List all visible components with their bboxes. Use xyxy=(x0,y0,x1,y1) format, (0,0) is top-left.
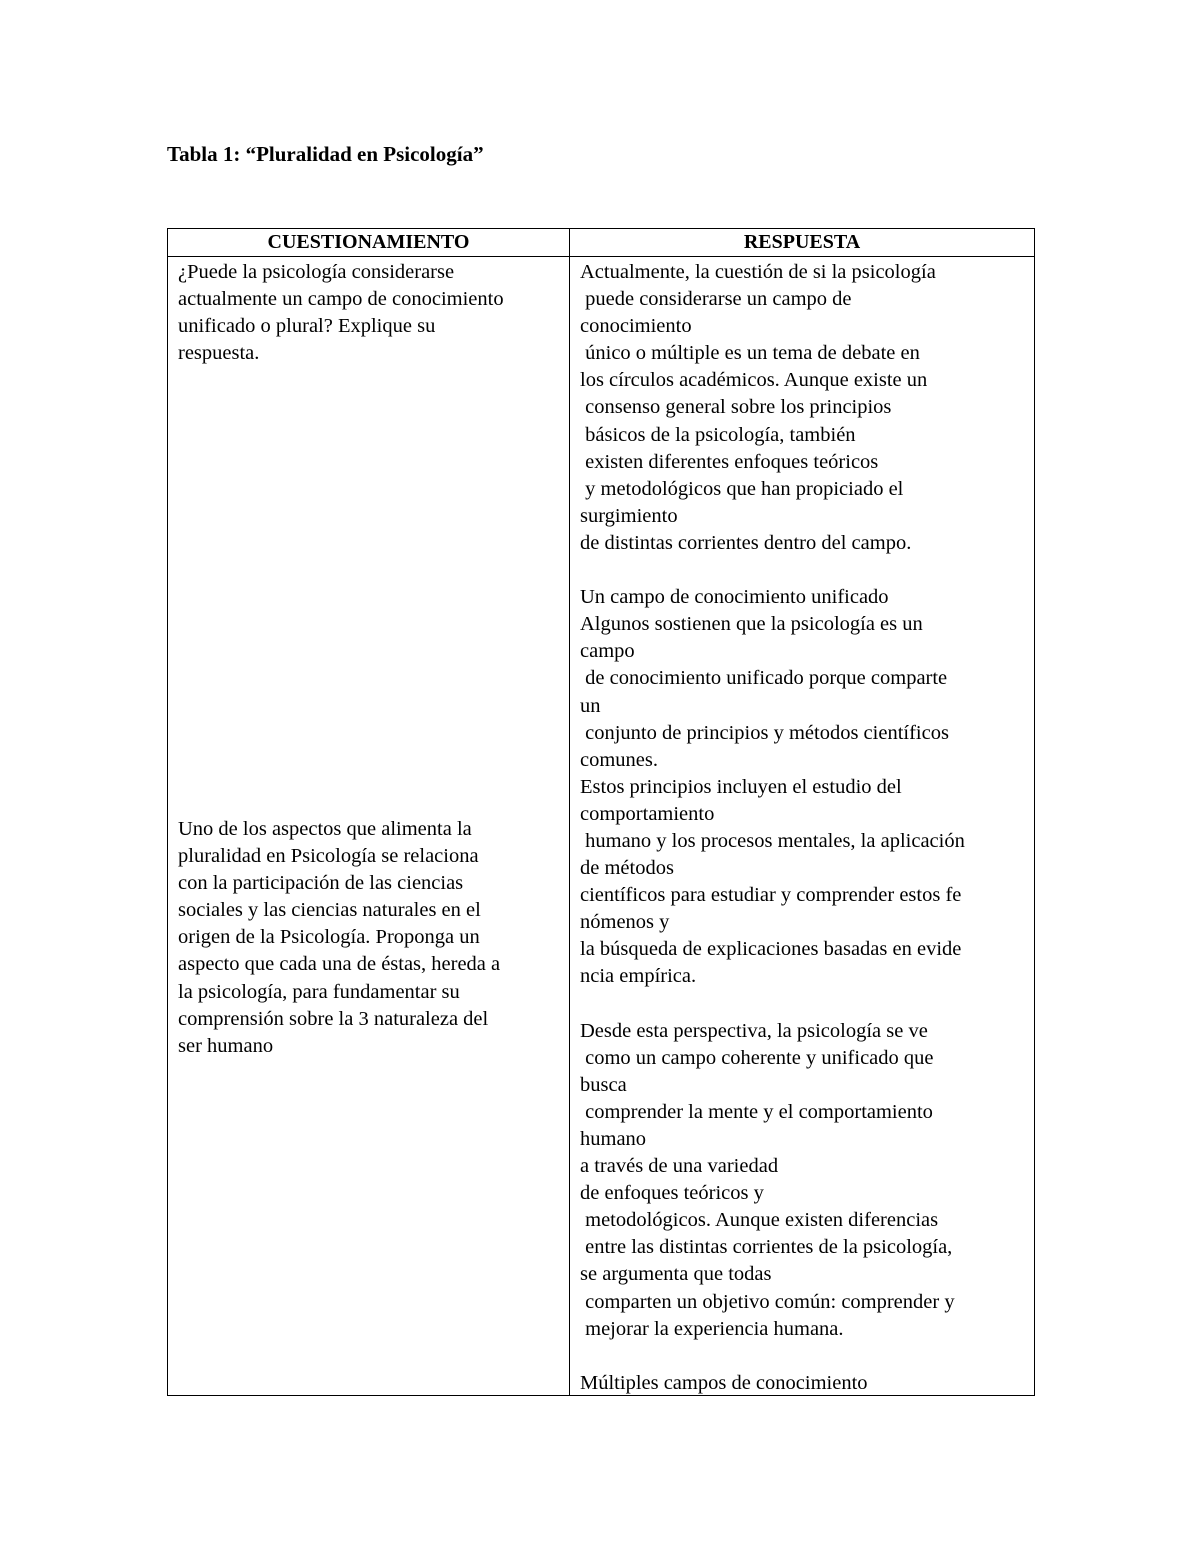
text-line: Estos principios incluyen el estudio del xyxy=(580,775,902,798)
text-line: humano y los procesos mentales, la aplicación xyxy=(580,829,965,852)
text-line: a través de una variedad xyxy=(580,1155,779,1178)
text-line: ser humano xyxy=(178,1034,274,1057)
text-line: único o múltiple es un tema de debate en xyxy=(580,342,920,365)
text-line: origen de la Psicología. Proponga un xyxy=(178,926,480,949)
text-line: como un campo coherente y unificado que xyxy=(580,1046,934,1069)
text-line: comportamiento xyxy=(580,802,715,825)
text-line: Desde esta perspectiva, la psicología se ve xyxy=(580,1019,928,1042)
text-line: de métodos xyxy=(580,857,674,880)
text-line: con la participación de las ciencias xyxy=(178,872,464,895)
text-line: sociales y las ciencias naturales en el xyxy=(178,899,481,922)
text-line: Uno de los aspectos que alimenta la xyxy=(178,818,472,840)
questions-cell xyxy=(168,257,570,1396)
text-line: campo xyxy=(580,640,635,663)
text-line: ¿Puede la psicología considerarse xyxy=(178,261,455,283)
text-line: Algunos sostienen que la psicología es un xyxy=(580,613,923,636)
document-title: Tabla 1: “Pluralidad en Psicología” xyxy=(167,142,484,166)
text-line: busca xyxy=(580,1073,627,1096)
text-line xyxy=(580,1343,1034,1370)
text-line: Múltiples campos de conocimiento xyxy=(580,1371,868,1394)
text-line: nómenos y xyxy=(580,911,670,934)
text-line: existen diferentes enfoques teóricos xyxy=(580,450,879,473)
text-line: básicos de la psicología, también xyxy=(580,423,856,446)
text-line: unificado o plural? Explique su xyxy=(178,315,436,338)
text-line: se argumenta que todas xyxy=(580,1263,772,1286)
table-row xyxy=(168,257,1035,1396)
plurality-table xyxy=(167,228,1035,1396)
text-line: de distintas corrientes dentro del campo. xyxy=(580,531,912,554)
text-line: aspecto que cada una de éstas, hereda a xyxy=(178,953,501,976)
text-line: mejorar la experiencia humana. xyxy=(580,1317,844,1340)
header-questioning: CUESTIONAMIENTO xyxy=(168,229,570,257)
text-line: respuesta. xyxy=(178,342,260,365)
text-line: científicos para estudiar y comprender estos fe xyxy=(580,884,962,907)
answer-text xyxy=(570,257,1034,1397)
text-line: comparten un objetivo común: comprender y xyxy=(580,1290,955,1313)
text-line: humano xyxy=(580,1128,647,1150)
question-2 xyxy=(178,816,500,1060)
text-line: pluralidad en Psicología se relaciona xyxy=(178,845,479,868)
table-header-row xyxy=(168,229,1035,257)
text-line: conocimiento xyxy=(580,315,692,338)
text-line: de enfoques teóricos y xyxy=(580,1182,764,1205)
text-line: metodológicos. Aunque existen diferencias xyxy=(580,1209,939,1232)
text-line: ncia empírica. xyxy=(580,965,697,988)
text-line: de conocimiento unificado porque comparte xyxy=(580,667,948,690)
question-1 xyxy=(178,259,504,367)
text-line xyxy=(580,557,1034,584)
text-line: los círculos académicos. Aunque existe un xyxy=(580,369,928,392)
text-line: comprender la mente y el comportamiento xyxy=(580,1100,933,1123)
text-line: un xyxy=(580,694,601,717)
text-line: entre las distintas corrientes de la psicología, xyxy=(580,1236,953,1259)
text-line: surgimiento xyxy=(580,504,678,527)
text-line: Un campo de conocimiento unificado xyxy=(580,586,889,609)
text-line: Actualmente, la cuestión de si la psicología xyxy=(580,261,936,283)
text-line: y metodológicos que han propiciado el xyxy=(580,477,904,500)
text-line: actualmente un campo de conocimiento xyxy=(178,288,504,311)
text-line: comunes. xyxy=(580,748,658,771)
text-line: consenso general sobre los principios xyxy=(580,396,892,419)
text-line: la búsqueda de explicaciones basadas en evide xyxy=(580,938,962,961)
text-line: puede considerarse un campo de xyxy=(580,288,852,311)
text-line: comprensión sobre la 3 naturaleza del xyxy=(178,1007,489,1030)
text-line xyxy=(580,991,1034,1018)
text-line: conjunto de principios y métodos científicos xyxy=(580,721,949,744)
text-line: la psicología, para fundamentar su xyxy=(178,980,460,1003)
header-answer: RESPUESTA xyxy=(570,229,1035,257)
answer-cell xyxy=(570,257,1035,1396)
